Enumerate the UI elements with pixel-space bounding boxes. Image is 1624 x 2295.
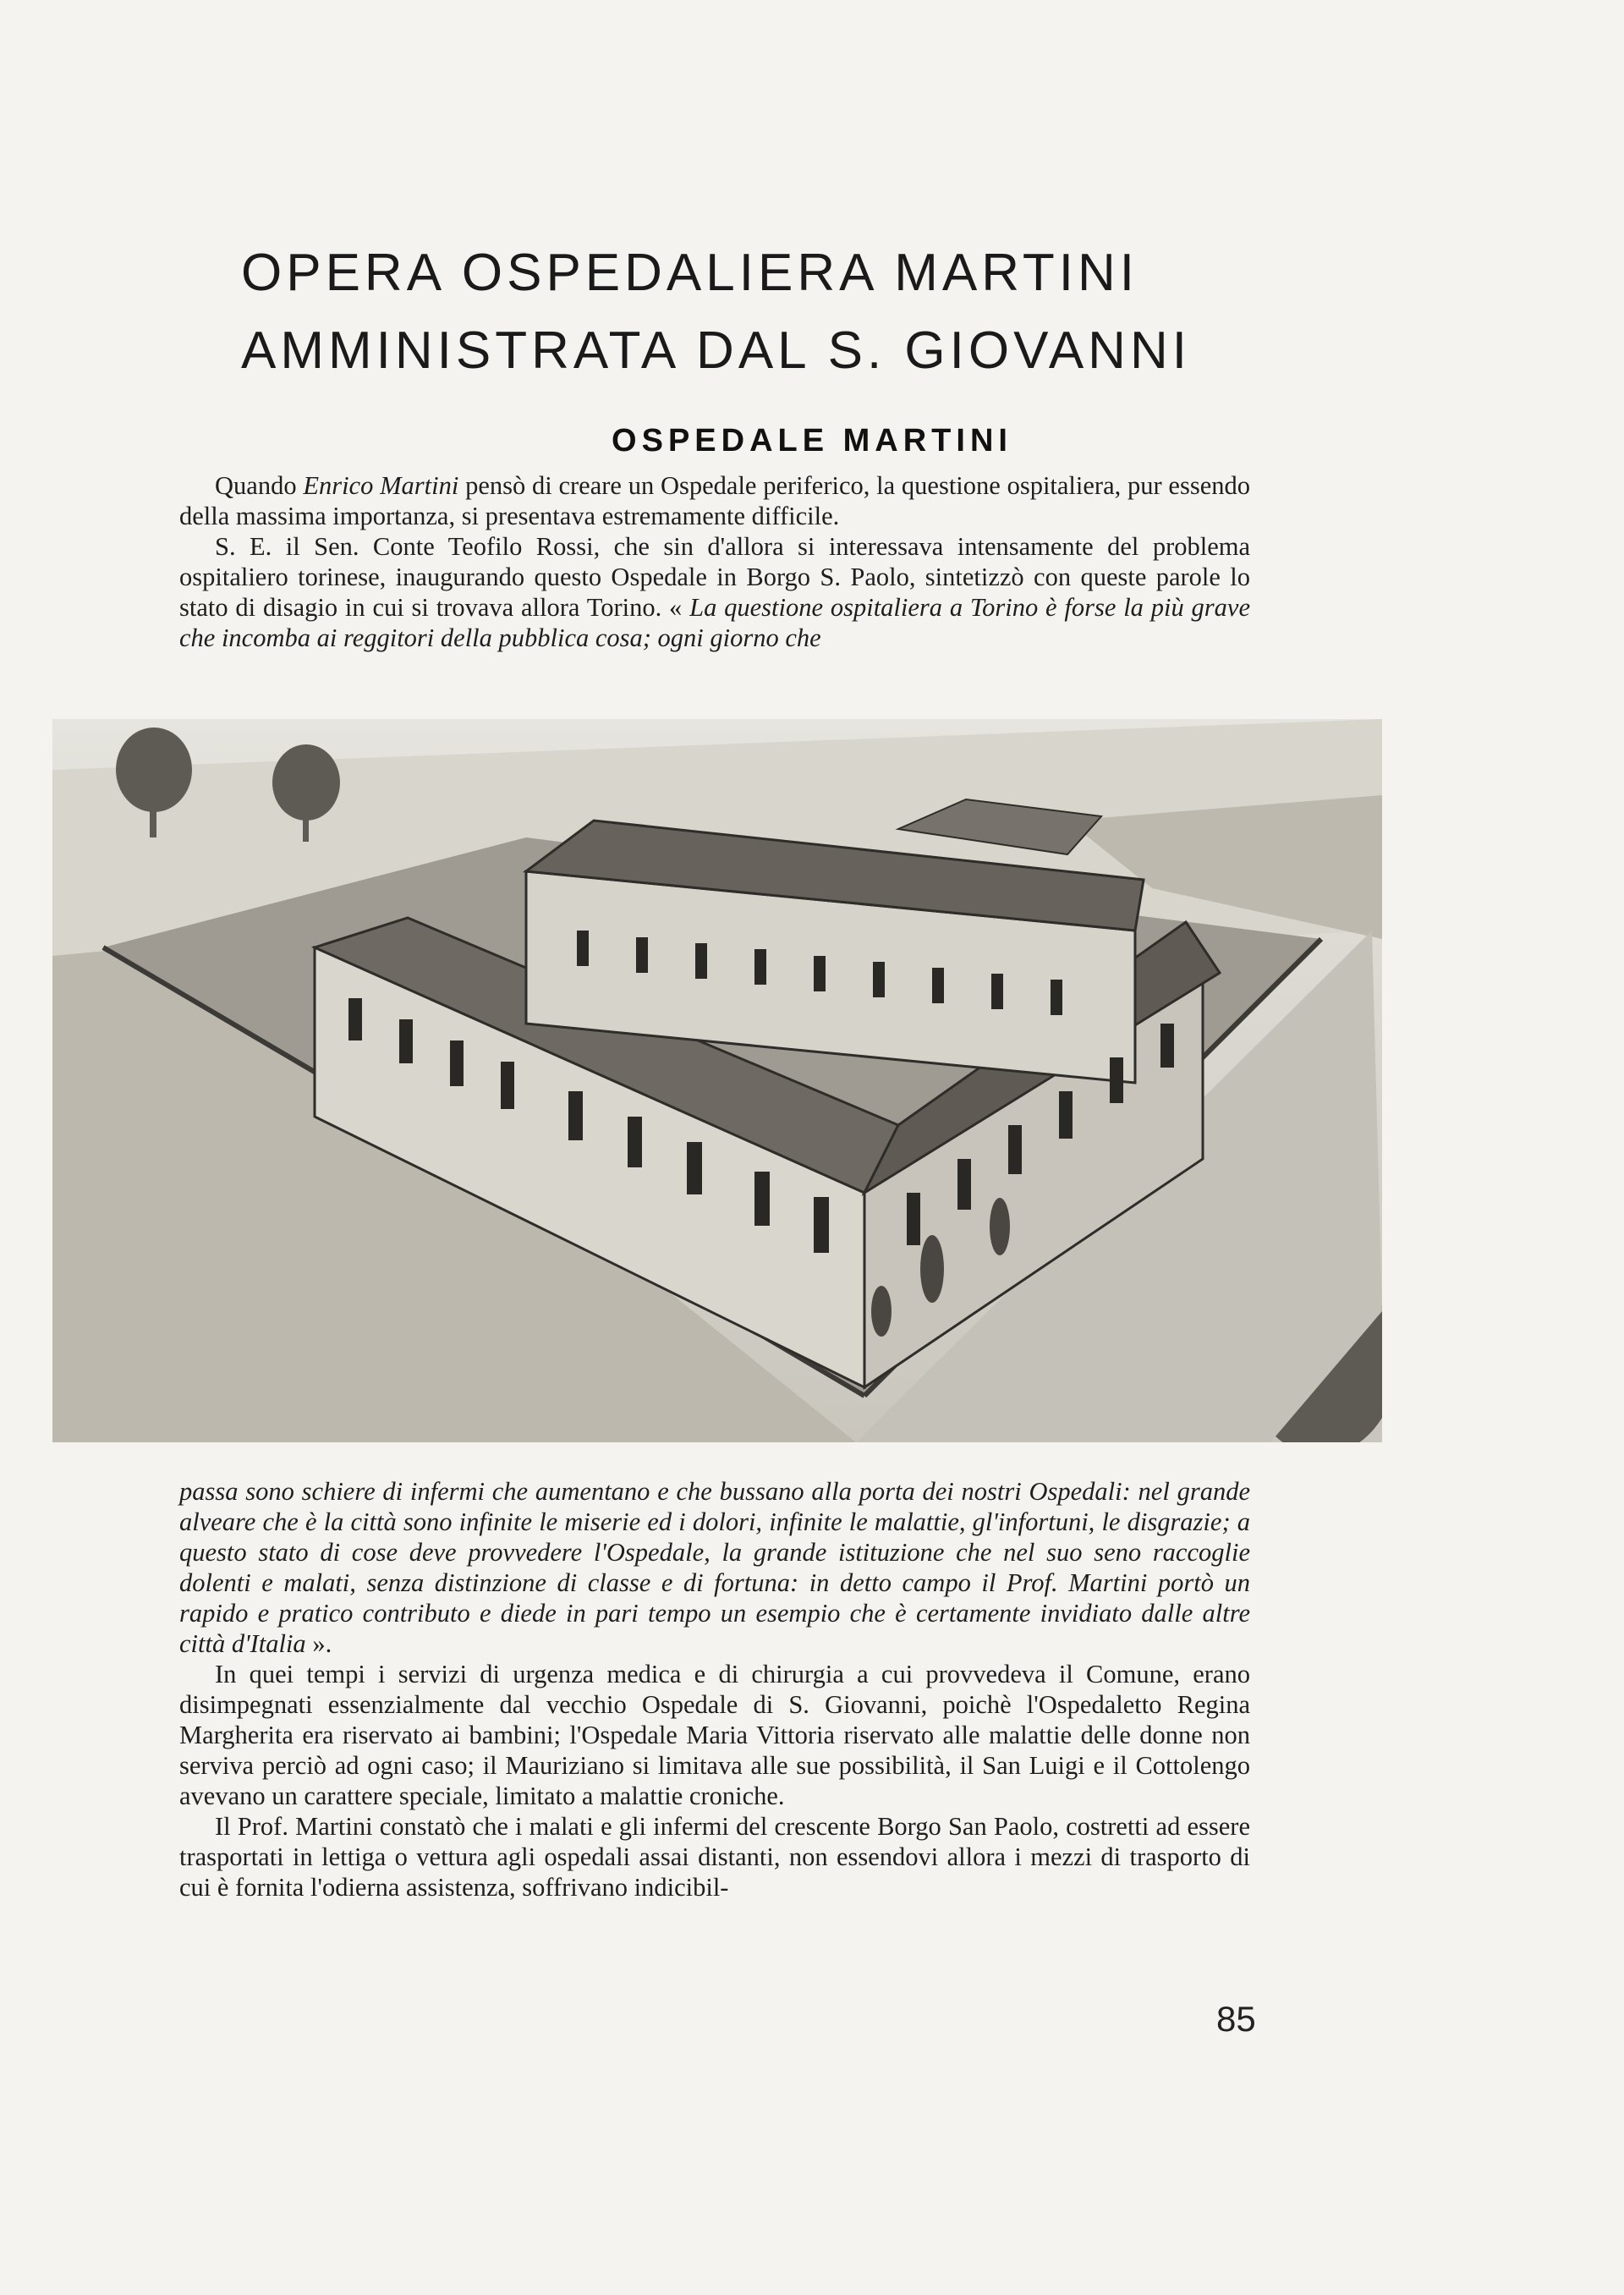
- page-title: [241, 234, 1468, 390]
- paragraph-2: [179, 531, 1250, 653]
- page-number: 85: [1216, 1999, 1256, 2039]
- p2-quote: La questione ospitaliera a Torino è forse la più grave che incomba ai reggitori della pubblica cosa; ogni giorno che: [179, 593, 1250, 652]
- paragraph-4: Il Prof. Martini constatò che i malati e gli infermi del crescente Borgo San Paolo, costretti ad essere trasportati in lettiga o vettura agli ospedali assai distanti, non essendovi allora i mezzi di trasporto di cui è fornita l'odierna assistenza, soffrivano indicibil-: [179, 1812, 1250, 1902]
- p1-text-b: pensò di creare un Ospedale periferico, la questione ospitaliera, pur essendo della massima importanza, si presentava estremamente difficile.: [179, 471, 1250, 530]
- quote-close: ».: [305, 1629, 332, 1658]
- intro-text: [179, 470, 1250, 653]
- title-line-2: AMMINISTRATA DAL S. GIOVANNI: [241, 321, 1191, 380]
- title-line-1: OPERA OSPEDALIERA MARTINI: [241, 243, 1139, 302]
- p2-text: S. E. il Sen. Conte Teofilo Rossi, che sin d'allora si interessava intensamente del problema ospitaliero torinese, inaugurando questo Ospedale in Borgo S. Paolo, sintetizzò con queste parole lo stato di disagio in cui si trovava allora Torino. «: [179, 532, 1250, 622]
- p1-text-a: Quando: [215, 471, 304, 500]
- hospital-drawing: [52, 719, 1382, 1442]
- paragraph-1: [179, 470, 1250, 531]
- paragraph-3: In quei tempi i servizi di urgenza medica e di chirurgia a cui provvedeva il Comune, erano disimpegnati essenzialmente dal vecchio Ospedale di S. Giovanni, poichè l'Ospedaletto Regina Margherita era riservato ai bambini; l'Ospedale Maria Vittoria riservato alle malattie delle donne non serviva perciò ad ogni caso; il Mauriziano si limitava alle sue possibilità, il San Luigi e il Cottolengo avevano un carattere speciale, limitato a malattie croniche.: [179, 1660, 1250, 1810]
- quote-continuation: [179, 1476, 1250, 1659]
- quote-text: passa sono schiere di infermi che aumentano e che bussano alla porta dei nostri Ospedali: nel grande alveare che è la città sono infinite le miserie ed i dolori, infinite le malattie, gl'infortuni, le disgrazie; a questo stato di cose deve provvedere l'Ospedale, la grande istituzione che nel suo seno raccoglie dolenti e malati, senza distinzione di classe e di fortuna: in detto campo il Prof. Martini portò un rapido e pratico contributo e diede in pari tempo un esempio che è certamente invidiato dalle altre città d'Italia: [179, 1477, 1250, 1658]
- body-text: [179, 1476, 1250, 1902]
- p1-name: Enrico Martini: [303, 471, 459, 500]
- hospital-illustration: [52, 719, 1382, 1442]
- section-title: OSPEDALE MARTINI: [612, 423, 1012, 458]
